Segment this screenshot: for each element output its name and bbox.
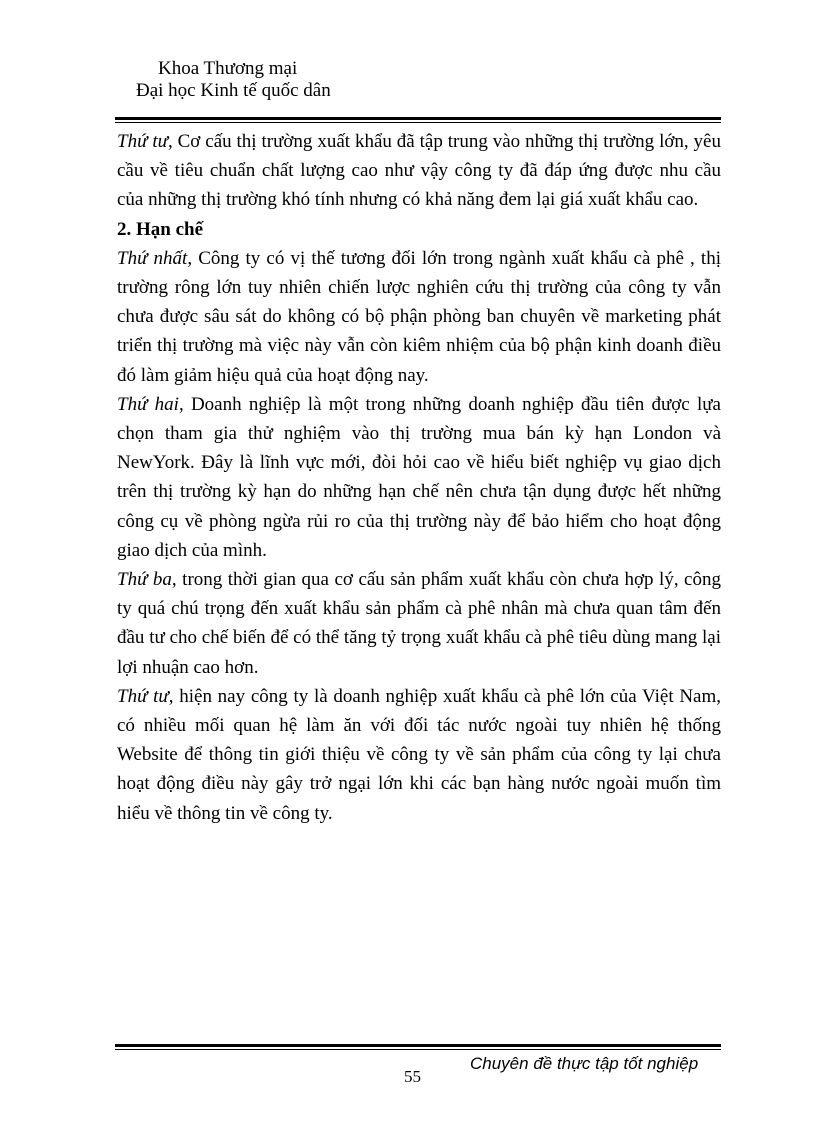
paragraph-lead: Thứ hai xyxy=(117,393,179,415)
paragraph-thu-tu-strength xyxy=(117,127,721,215)
paragraph-lead: Thứ ba xyxy=(117,569,172,591)
header-divider-thick xyxy=(115,117,721,120)
document-body xyxy=(117,127,721,828)
footer-divider-thick xyxy=(115,1044,721,1047)
paragraph-thu-nhat xyxy=(117,244,721,390)
header-university: Đại học Kinh tế quốc dân xyxy=(136,80,331,101)
footer-title: Chuyên đề thực tập tốt nghiệp xyxy=(470,1054,699,1073)
paragraph-text: , Doanh nghiệp là một trong những doanh nghiệp đầu tiên được lựa chọn tham gia thử nghiệm vào thị trường mua bán kỳ hạn London và NewYork. Đây là lĩnh vực mới, đòi hỏi cao về hiểu biết nghiệp vụ giao dịch trên thị trường kỳ hạn do những hạn chế nên chưa tận dụng được hết những công cụ về phòng ngừa rủi ro của thị trường này để bảo hiểm cho hoạt động giao dịch của mình. xyxy=(117,393,721,561)
page-number: 55 xyxy=(404,1067,421,1086)
paragraph-text: , Công ty có vị thế tương đối lớn trong ngành xuất khẩu cà phê , thị trường rông lớn tuy nhiên chiến lược nghiên cứu thị trường của công ty vẫn chưa được sâu sát do không có bộ phận phòng ban chuyên về marketing phát triển thị trường mà việc này vẫn còn kiêm nhiệm của bộ phận kinh doanh điều đó làm giảm hiệu quả của hoạt động nay. xyxy=(117,247,721,386)
header-faculty: Khoa Thương mại xyxy=(158,58,298,79)
paragraph-thu-ba xyxy=(117,565,721,682)
header-divider-thin xyxy=(115,122,721,123)
paragraph-lead: Thứ tư xyxy=(117,685,169,707)
section-heading: 2. Hạn chế xyxy=(117,218,204,240)
paragraph-thu-hai xyxy=(117,390,721,565)
paragraph-lead: Thứ nhất xyxy=(117,247,188,269)
paragraph-text: , Cơ cấu thị trường xuất khẩu đã tập trung vào những thị trường lớn, yêu cầu về tiêu chuẩn chất lượng cao như vậy công ty đã đáp ứng được nhu cầu của những thị trường khó tính nhưng có khả năng đem lại giá xuất khẩu cao. xyxy=(117,131,721,211)
paragraph-thu-tu-limitation xyxy=(117,682,721,828)
footer-divider-thin xyxy=(115,1049,721,1050)
paragraph-text: , trong thời gian qua cơ cấu sản phẩm xuất khẩu còn chưa hợp lý, công ty quá chú trọng đến xuất khẩu sản phẩm cà phê nhân mà chưa quan tâm đến đầu tư cho chế biến để có thể tăng tỷ trọng xuất khẩu cà phê tiêu dùng mang lại lợi nhuận cao hơn. xyxy=(117,569,721,678)
paragraph-text: , hiện nay công ty là doanh nghiệp xuất khẩu cà phê lớn của Việt Nam, có nhiều mối quan hệ làm ăn với đối tác nước ngoài tuy nhiên hệ thống Website để thông tin giới thiệu về công ty về sản phẩm của công ty lại chưa hoạt động điều này gây trở ngại lớn khi các bạn hàng nước ngoài muốn tìm hiểu về thông tin về công ty. xyxy=(117,685,722,824)
paragraph-lead: Thứ tư xyxy=(117,131,168,152)
